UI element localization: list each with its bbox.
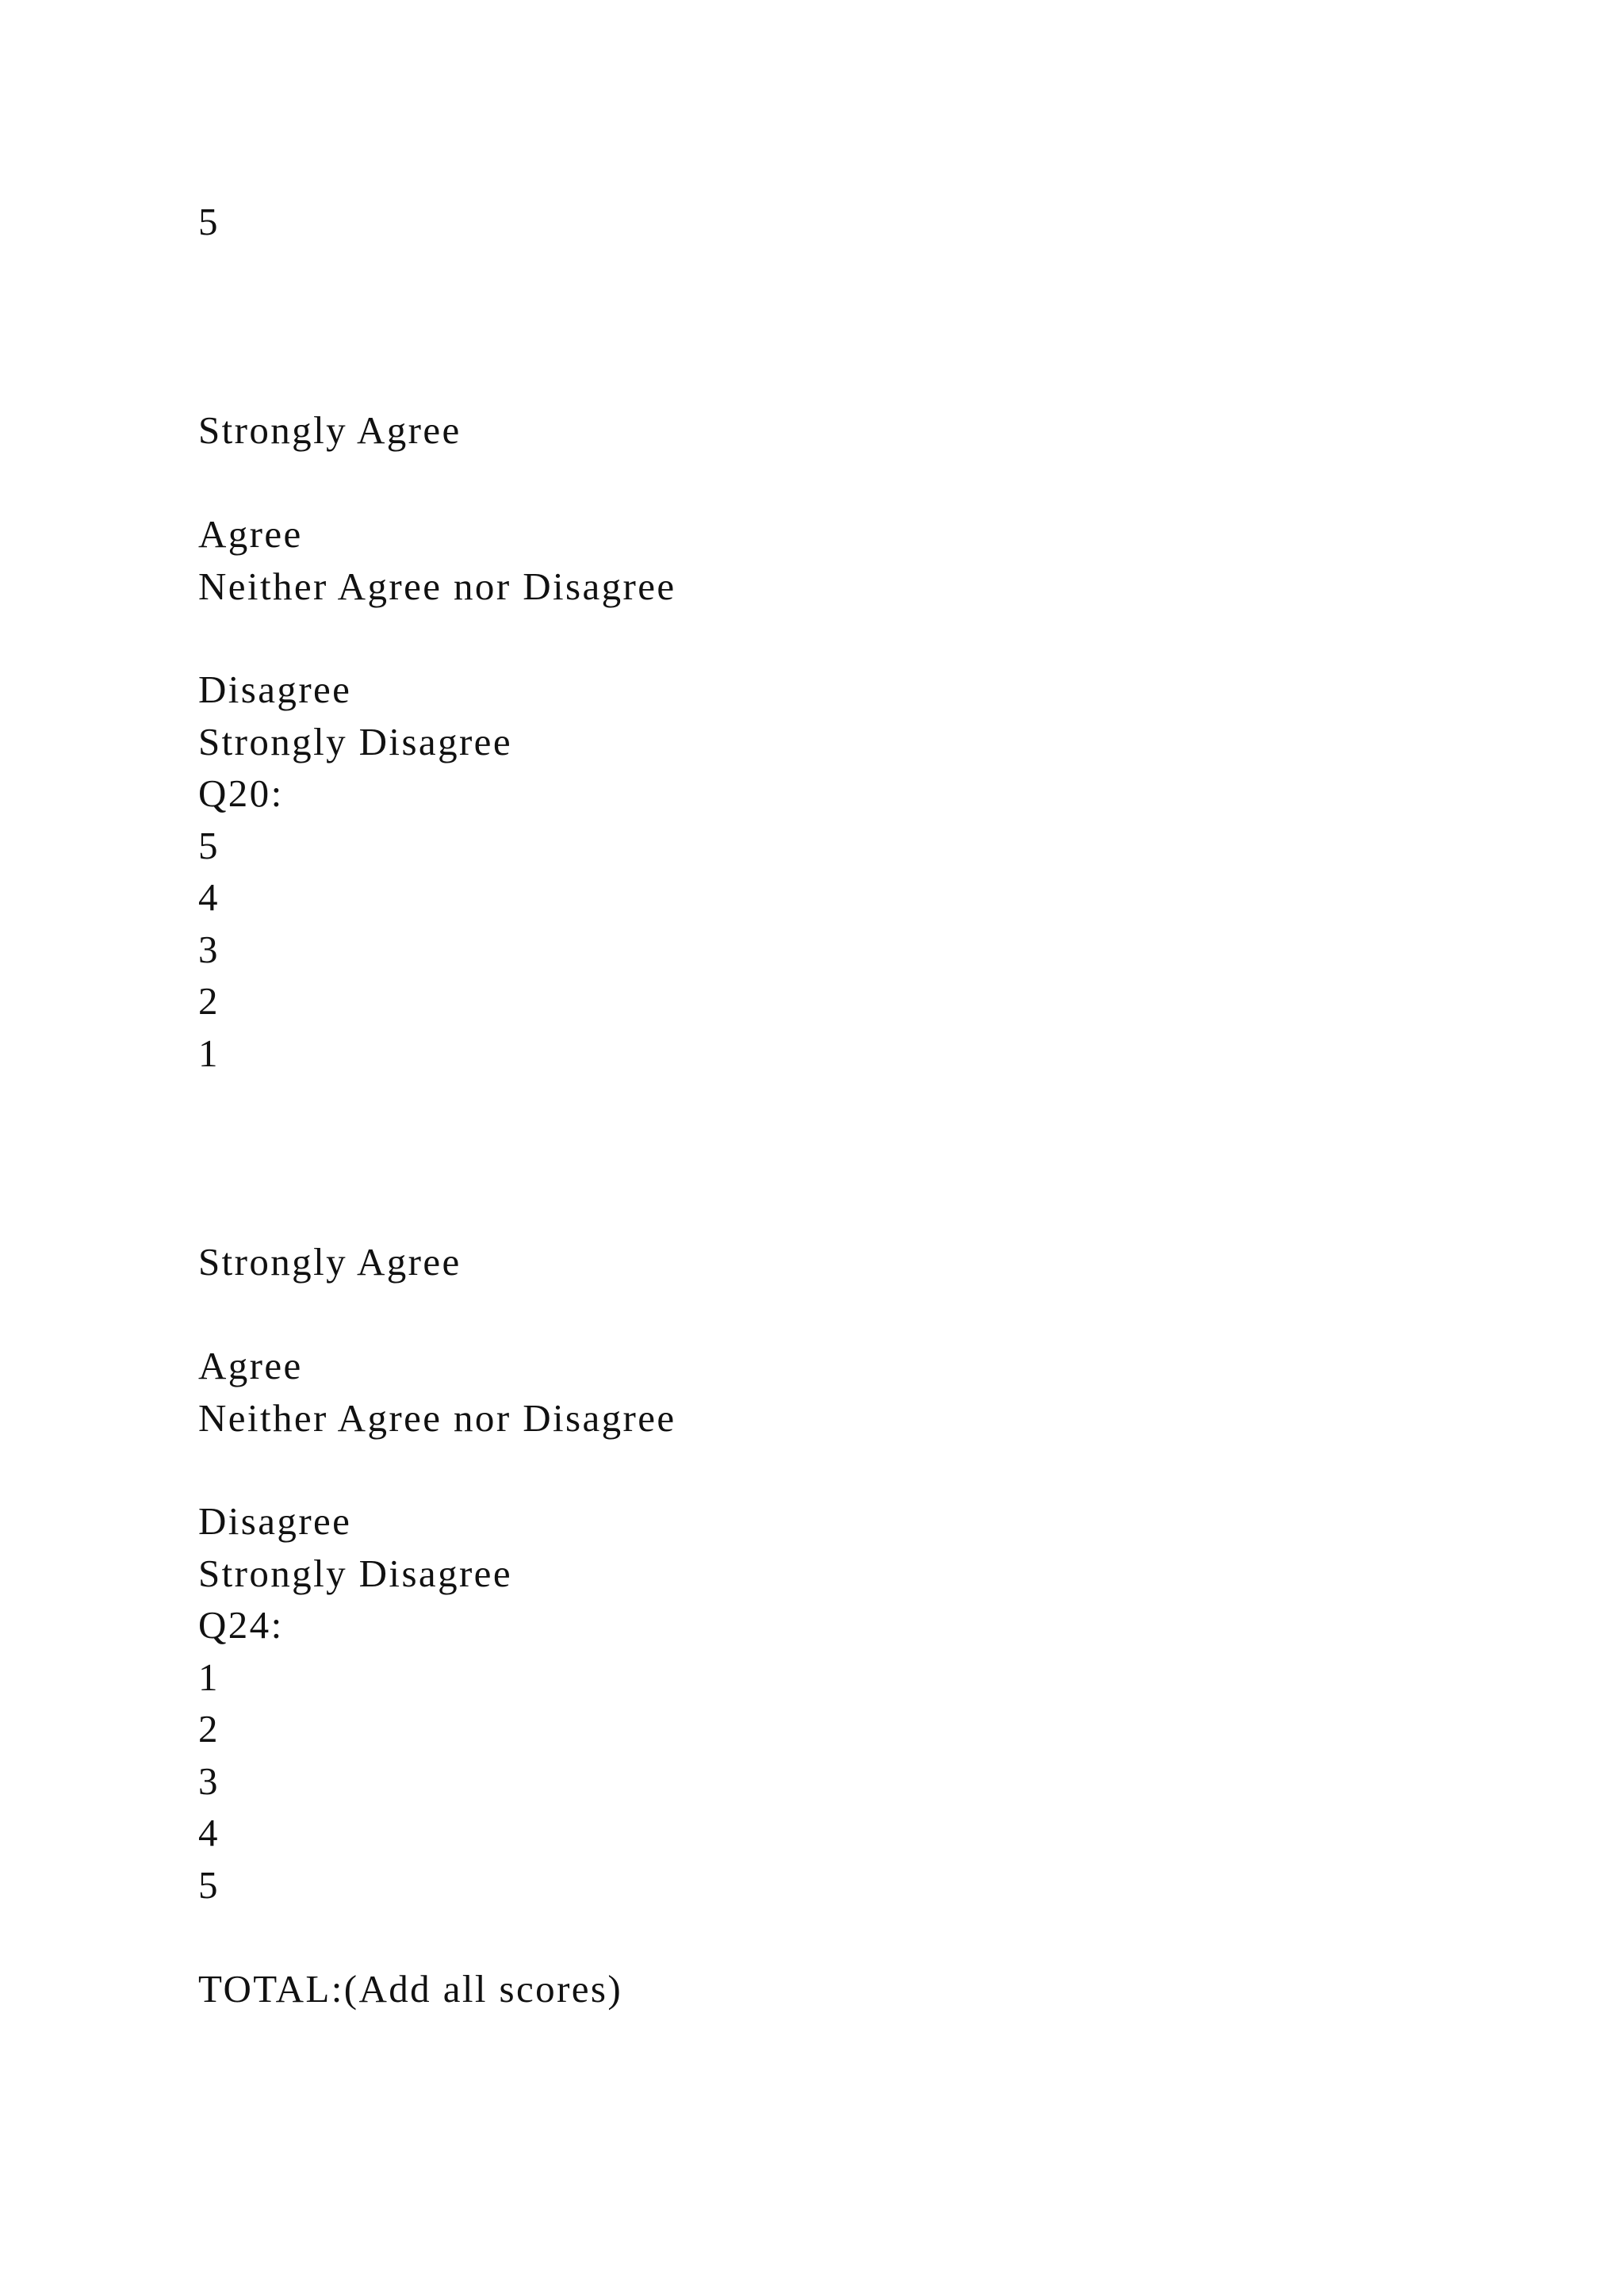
score-value: 1 xyxy=(198,1655,220,1699)
score-value: 5 xyxy=(198,1863,220,1907)
label-strongly-agree: Strongly Agree xyxy=(198,408,462,452)
score-value: 4 xyxy=(198,1811,220,1854)
question-q24: Q24: xyxy=(198,1603,284,1647)
score-value: 3 xyxy=(198,1759,220,1803)
label-neither: Neither Agree nor Disagree xyxy=(198,1396,676,1440)
label-strongly-disagree: Strongly Disagree xyxy=(198,720,512,763)
score-value: 2 xyxy=(198,1707,220,1751)
total-label: TOTAL:(Add all scores) xyxy=(198,1967,623,2011)
label-disagree: Disagree xyxy=(198,668,352,711)
score-value: 5 xyxy=(198,824,220,867)
label-agree: Agree xyxy=(198,512,303,556)
score-value: 3 xyxy=(198,928,220,971)
label-strongly-agree: Strongly Agree xyxy=(198,1240,462,1284)
label-neither: Neither Agree nor Disagree xyxy=(198,564,676,608)
score-value: 1 xyxy=(198,1031,220,1075)
top-score-value: 5 xyxy=(198,200,220,243)
question-q20: Q20: xyxy=(198,771,284,815)
score-value: 4 xyxy=(198,875,220,919)
label-disagree: Disagree xyxy=(198,1499,352,1543)
label-agree: Agree xyxy=(198,1344,303,1387)
score-value: 2 xyxy=(198,979,220,1023)
label-strongly-disagree: Strongly Disagree xyxy=(198,1552,512,1595)
